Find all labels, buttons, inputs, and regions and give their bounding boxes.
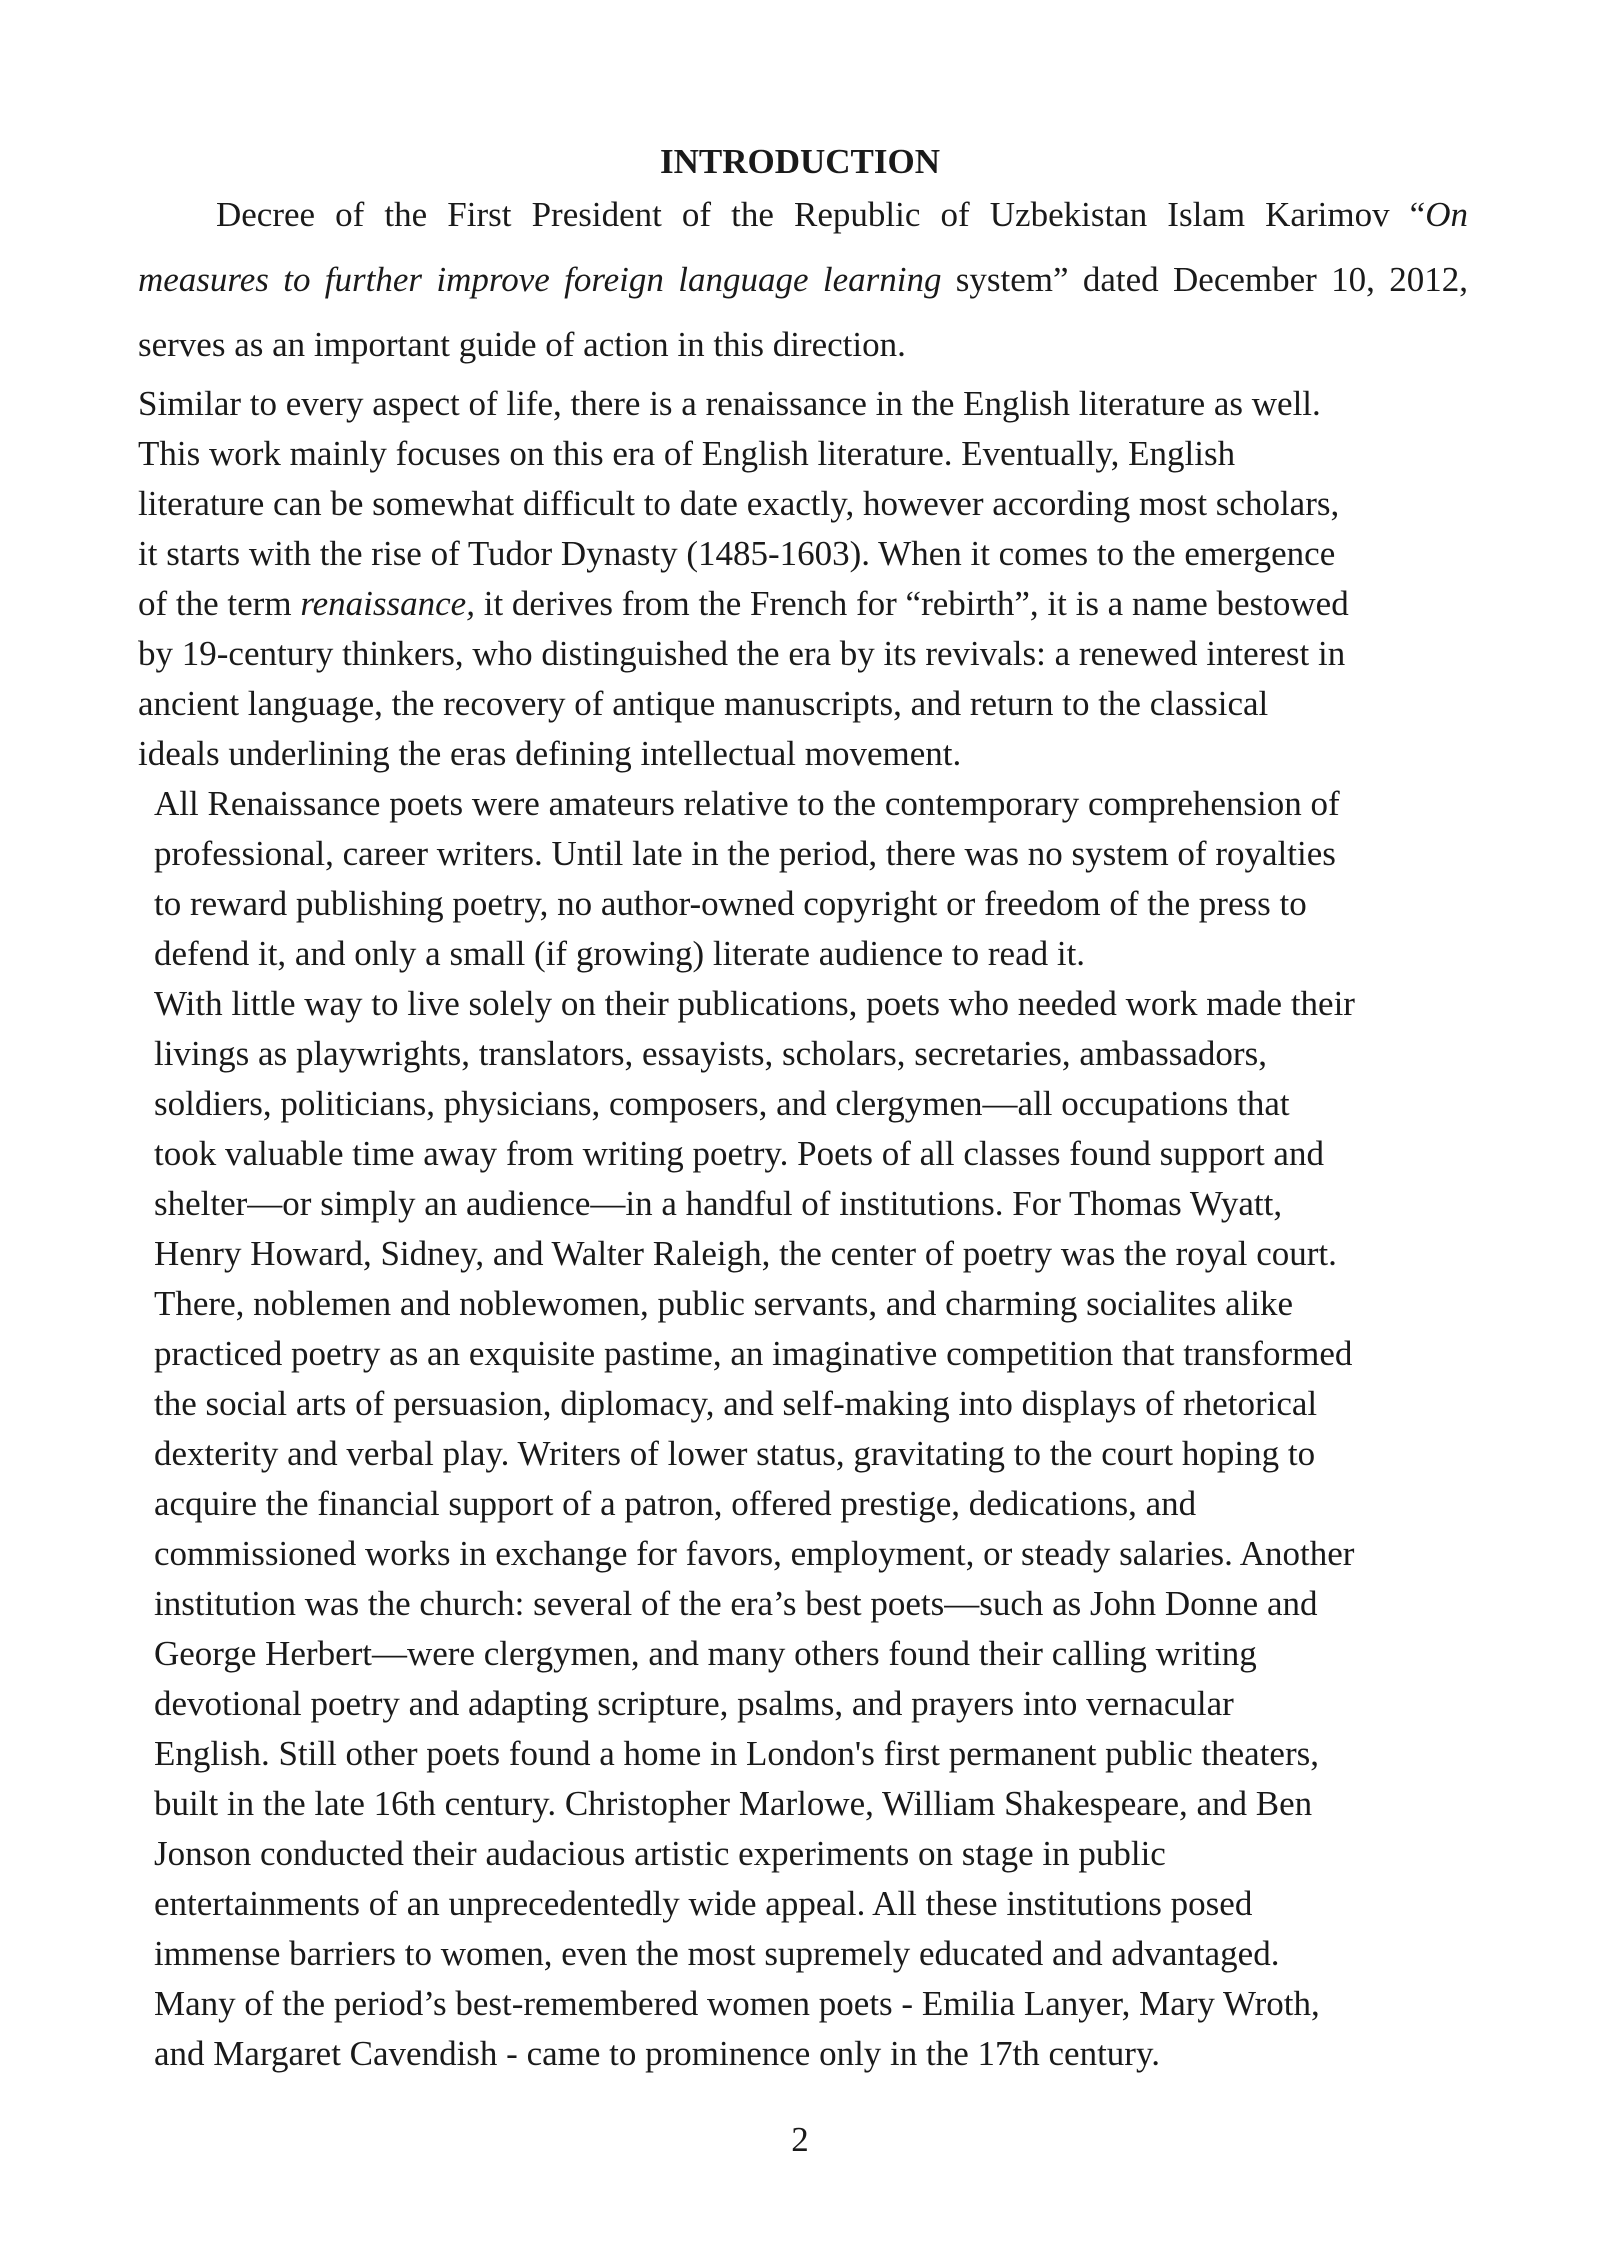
- text-line: institution was the church: several of the era’s best poets—such as John Donne and: [154, 1584, 1318, 1623]
- text-line: defend it, and only a small (if growing) literate audience to read it.: [154, 934, 1086, 973]
- paragraph-renaissance: [138, 379, 1478, 779]
- text-line: With little way to live solely on their publications, poets who needed work made their: [154, 984, 1355, 1023]
- text-line: livings as playwrights, translators, essayists, scholars, secretaries, ambassadors,: [154, 1034, 1267, 1073]
- page-title: INTRODUCTION: [659, 142, 941, 181]
- text-line: soldiers, politicians, physicians, composers, and clergymen—all occupations that: [154, 1084, 1290, 1123]
- text-line: dexterity and verbal play. Writers of lower status, gravitating to the court hoping to: [154, 1434, 1316, 1473]
- text-line: English. Still other poets found a home in London's first permanent public theaters,: [154, 1734, 1319, 1773]
- text-line: commissioned works in exchange for favors, employment, or steady salaries. Another: [154, 1534, 1355, 1573]
- text-line: All Renaissance poets were amateurs relative to the contemporary comprehension of: [154, 784, 1340, 823]
- text-line: and Margaret Cavendish - came to prominence only in the 17th century.: [154, 2034, 1160, 2073]
- text-line: took valuable time away from writing poetry. Poets of all classes found support and: [154, 1134, 1324, 1173]
- page-number: 2: [791, 2120, 809, 2159]
- text-line: entertainments of an unprecedentedly wide appeal. All these institutions posed: [154, 1884, 1253, 1923]
- text-line: the social arts of persuasion, diplomacy, and self-making into displays of rhetorical: [154, 1384, 1318, 1423]
- text-line: acquire the financial support of a patron, offered prestige, dedications, and: [154, 1484, 1197, 1523]
- decree-text-end: system” dated December 10, 2012, serves as an important guide of action in this direction.: [138, 260, 1468, 364]
- paragraph-institutions: [154, 979, 1484, 2079]
- text-line: to reward publishing poetry, no author-owned copyright or freedom of the press to: [154, 884, 1307, 923]
- text-line: by 19-century thinkers, who distinguished the era by its revivals: a renewed interest in: [138, 634, 1346, 673]
- text-line: literature can be somewhat difficult to date exactly, however according most scholars,: [138, 484, 1340, 523]
- text-line: There, noblemen and noblewomen, public servants, and charming socialites alike: [154, 1284, 1294, 1323]
- text-line: built in the late 16th century. Christopher Marlowe, William Shakespeare, and Ben: [154, 1784, 1313, 1823]
- text-line: devotional poetry and adapting scripture, psalms, and prayers into vernacular: [154, 1684, 1234, 1723]
- text-line: Many of the period’s best-remembered women poets - Emilia Lanyer, Mary Wroth,: [154, 1984, 1320, 2023]
- decree-title-italic: On measures to further improve foreign language learning: [138, 195, 1468, 299]
- text-fragment: it derives from the French for “rebirth”, it is a name bestowed: [474, 584, 1349, 623]
- text-line: Henry Howard, Sidney, and Walter Raleigh, the center of poetry was the royal court.: [154, 1234, 1337, 1273]
- text-line: it starts with the rise of Tudor Dynasty (1485-1603). When it comes to the emergence: [138, 534, 1336, 573]
- text-line: This work mainly focuses on this era of English literature. Eventually, English: [138, 434, 1236, 473]
- text-fragment: of the term: [138, 584, 301, 623]
- decree-text-start: Decree of the First President of the Republic of Uzbekistan Islam Karimov “: [216, 195, 1426, 234]
- text-line: [138, 579, 1478, 629]
- text-line: ancient language, the recovery of antique manuscripts, and return to the classical: [138, 684, 1269, 723]
- paragraph-decree: [138, 182, 1468, 377]
- text-line: immense barriers to women, even the most supremely educated and advantaged.: [154, 1934, 1280, 1973]
- text-line: practiced poetry as an exquisite pastime, an imaginative competition that transformed: [154, 1334, 1353, 1373]
- paragraph-amateurs: [154, 779, 1484, 979]
- text-line: George Herbert—were clergymen, and many others found their calling writing: [154, 1634, 1257, 1673]
- text-line: Jonson conducted their audacious artistic experiments on stage in public: [154, 1834, 1166, 1873]
- text-line: professional, career writers. Until late in the period, there was no system of royalties: [154, 834, 1336, 873]
- renaissance-term-italic: renaissance,: [300, 584, 475, 623]
- text-line: Similar to every aspect of life, there is a renaissance in the English literature as well.: [138, 384, 1321, 423]
- text-line: shelter—or simply an audience—in a handful of institutions. For Thomas Wyatt,: [154, 1184, 1283, 1223]
- text-line: ideals underlining the eras defining intellectual movement.: [138, 734, 962, 773]
